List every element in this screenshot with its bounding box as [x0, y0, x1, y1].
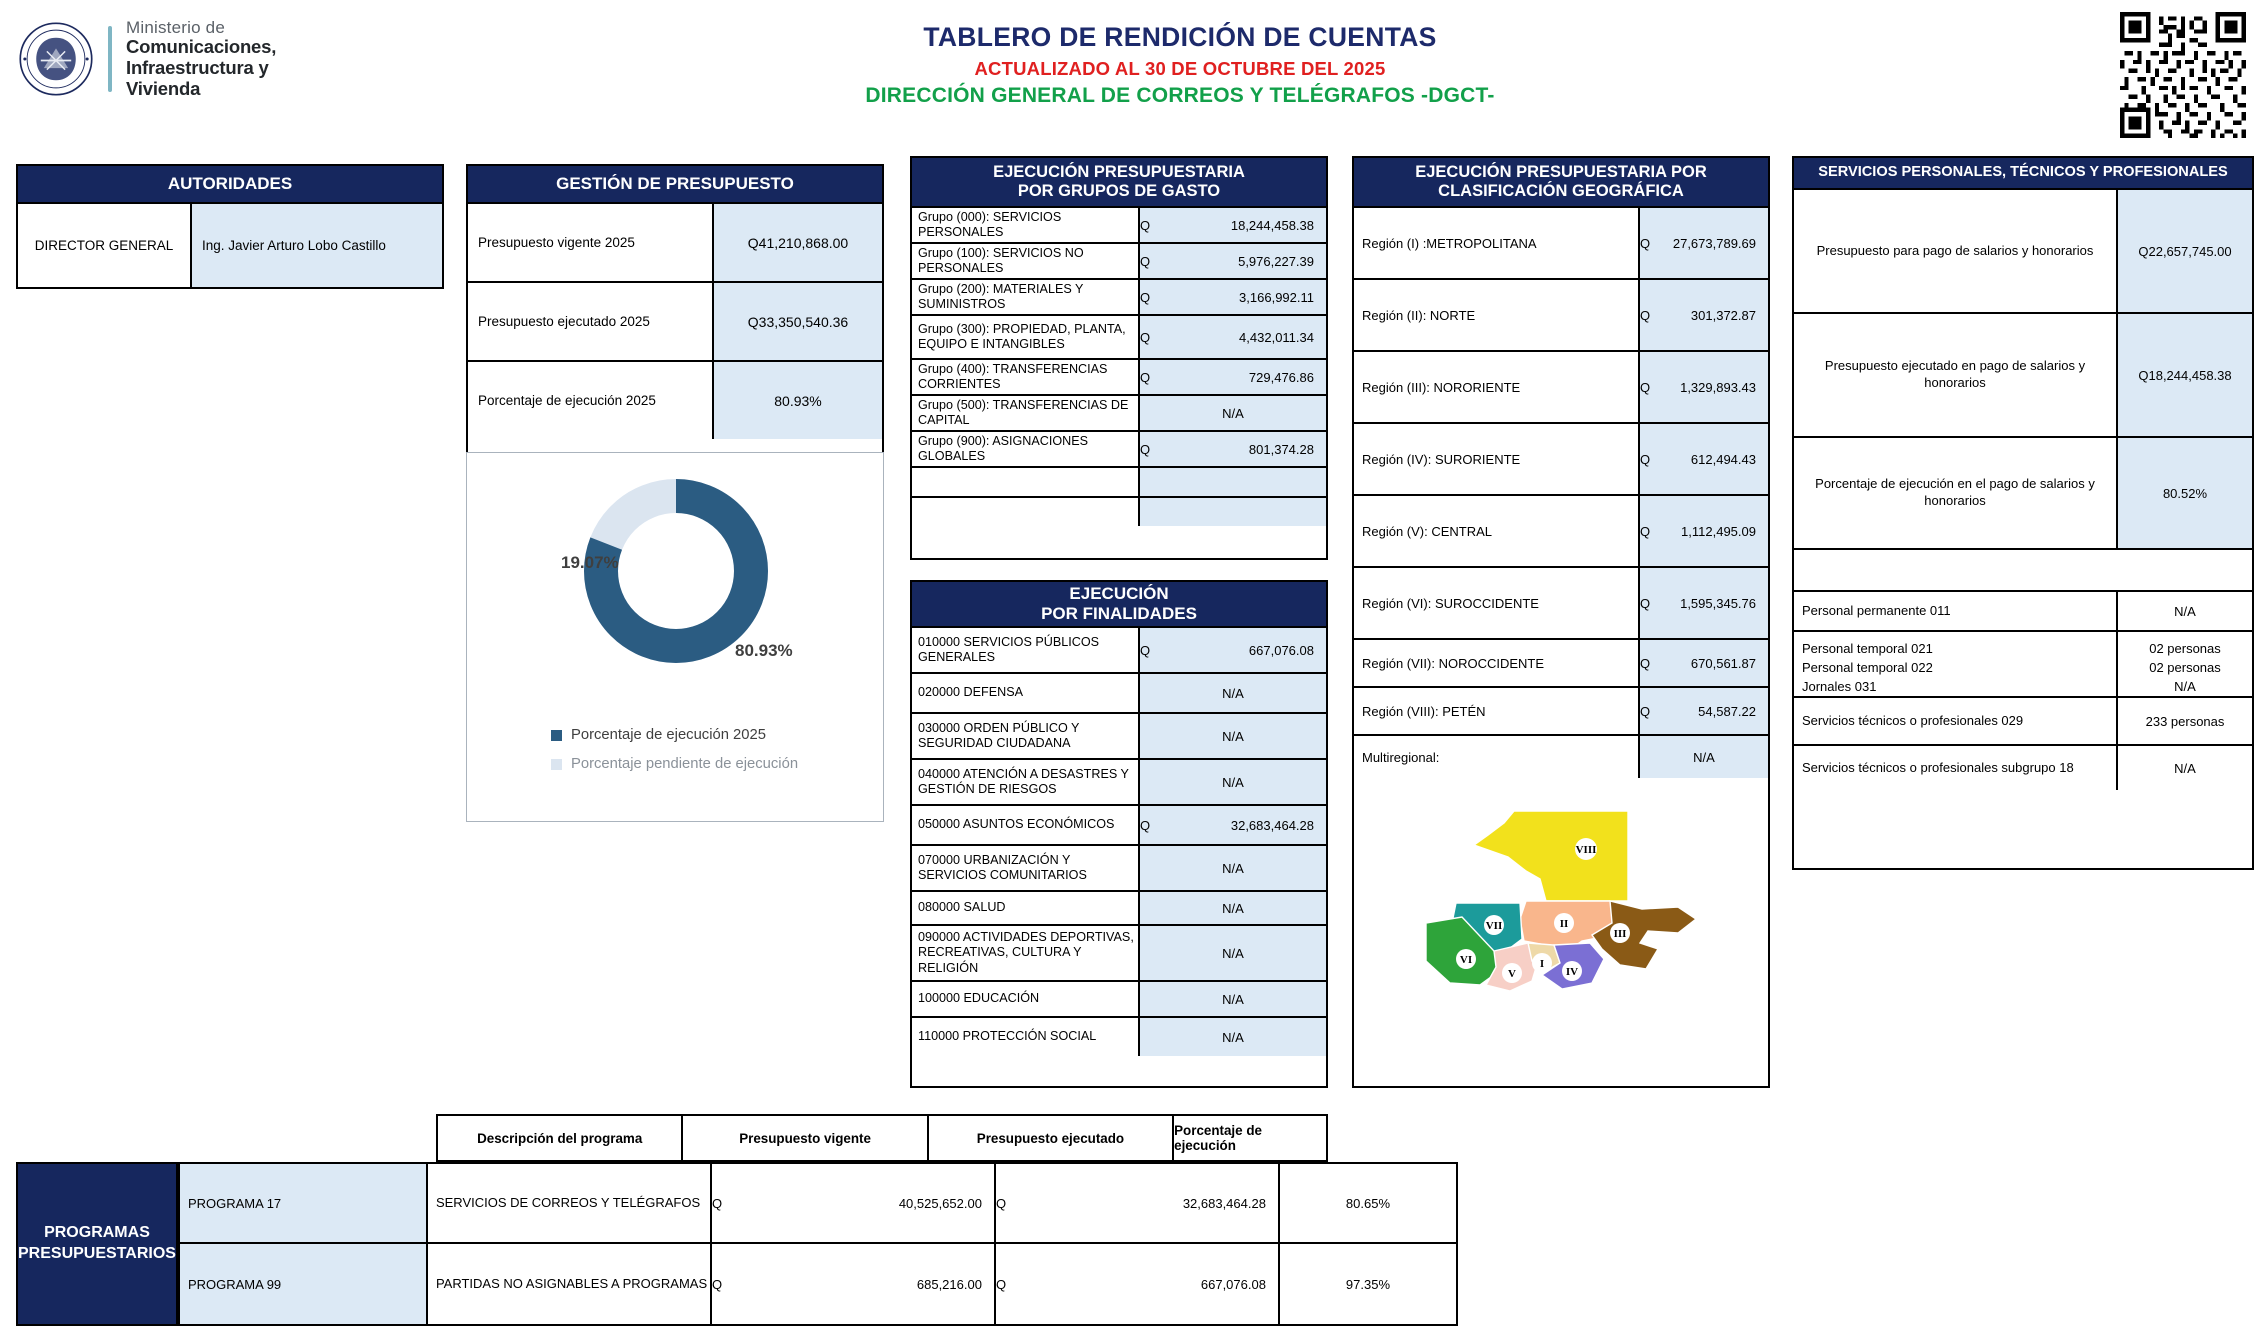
region-label-7: Región (VIII): PETÉN: [1354, 688, 1640, 734]
presupuesto-vigente-label: Presupuesto vigente 2025: [468, 204, 714, 281]
presupuesto-ejecutado-value: Q33,350,540.36: [714, 283, 882, 360]
porcentaje-ejecucion-label: Porcentaje de ejecución 2025: [468, 362, 714, 439]
finalidad-label-5: 070000 URBANIZACIÓN Y SERVICIOS COMUNITARIOS: [912, 846, 1140, 890]
table-row: [1354, 206, 1768, 278]
legend-item-pendiente: [551, 750, 883, 779]
grupos-gasto-rows: [912, 206, 1326, 526]
servicio-value-1: Q18,244,458.38: [2118, 314, 2252, 436]
table-row: [1354, 350, 1768, 422]
department-title: DIRECCIÓN GENERAL DE CORREOS Y TELÉGRAFOS -DGCT-: [865, 84, 1495, 107]
geografica-header-line2: CLASIFICACIÓN GEOGRÁFICA: [1438, 182, 1684, 200]
col-header-ejecutado: Presupuesto ejecutado: [927, 1114, 1172, 1162]
guatemala-map-svg: [1396, 783, 1726, 1009]
table-row: [1794, 436, 2252, 548]
region-value-4: [1640, 496, 1768, 566]
page-title: TABLERO DE RENDICIÓN DE CUENTAS: [923, 22, 1437, 52]
finalidad-label-7: 090000 ACTIVIDADES DEPORTIVAS, RECREATIVAS, CULTURA Y RELIGIÓN: [912, 926, 1140, 980]
table-row: [912, 242, 1326, 278]
logo-divider: [108, 26, 112, 92]
update-date-subtitle: ACTUALIZADO AL 30 DE OCTUBRE DEL 2025: [974, 58, 1386, 79]
finalidad-value-9: N/A: [1140, 1018, 1326, 1056]
porcentaje-ejecucion-value: 80.93%: [714, 362, 882, 439]
table-row: [1354, 686, 1768, 734]
currency-symbol: Q: [1640, 307, 1651, 323]
ministry-logo: [18, 18, 288, 100]
currency-symbol: Q: [1140, 253, 1151, 269]
region-label-5: Región (VI): SUROCCIDENTE: [1354, 568, 1640, 638]
amount: 32,683,464.28: [1230, 817, 1314, 833]
currency-symbol: Q: [1140, 369, 1151, 385]
programa-name-0: PROGRAMA 17: [178, 1162, 426, 1244]
table-row: [912, 278, 1326, 314]
grupo-value-3: [1140, 316, 1326, 358]
grupo-value-5: N/A: [1140, 396, 1326, 430]
table-row: [912, 672, 1326, 712]
programas-rows: [178, 1162, 1458, 1326]
grupo-label-2: Grupo (200): MATERIALES Y SUMINISTROS: [912, 280, 1140, 314]
amount: 5,976,227.39: [1238, 253, 1314, 269]
legend-label-pendiente: Porcentaje pendiente de ejecución: [571, 755, 799, 772]
amount: 54,587.22: [1698, 703, 1756, 719]
table-row: [1794, 696, 2252, 744]
ministry-line-1: Ministerio de: [126, 18, 225, 38]
amount: 667,076.08: [1248, 642, 1314, 658]
table-row: [912, 890, 1326, 924]
servicio-label-3: [1794, 550, 2118, 590]
programa-ejecutado-1: [994, 1244, 1278, 1326]
donut-legend: [467, 721, 883, 779]
geografica-rows: [1354, 206, 1768, 778]
amount: 3,166,992.11: [1239, 289, 1314, 305]
map-label-viii: VIII: [1575, 844, 1597, 856]
gestion-header: GESTIÓN DE PRESUPUESTO: [468, 166, 882, 202]
region-value-3: [1640, 424, 1768, 494]
servicio-label-1: Presupuesto ejecutado en pago de salarios y honorarios: [1794, 314, 2118, 436]
gestion-presupuesto-panel: [466, 164, 884, 464]
map-label-vii: VII: [1485, 920, 1503, 932]
table-row: [912, 430, 1326, 466]
finalidades-panel: [910, 580, 1328, 1088]
amount: 801,374.28: [1248, 441, 1314, 457]
amount: 1,112,495.09: [1681, 523, 1756, 539]
amount: 27,673,789.69: [1672, 235, 1756, 251]
legend-swatch-ejecutado: [551, 730, 562, 741]
autoridades-panel: [16, 164, 444, 289]
region-label-4: Región (V): CENTRAL: [1354, 496, 1640, 566]
ministry-line-2c: Vivienda: [126, 77, 201, 99]
programa-descripcion-1: PARTIDAS NO ASIGNABLES A PROGRAMAS: [426, 1244, 710, 1326]
grupo-label-6: Grupo (900): ASIGNACIONES GLOBALES: [912, 432, 1140, 466]
servicios-personales-panel: [1792, 156, 2254, 870]
table-row: [1354, 494, 1768, 566]
table-row: [912, 1016, 1326, 1056]
region-label-0: Región (I) :METROPOLITANA: [1354, 208, 1640, 278]
region-label-1: Región (II): NORTE: [1354, 280, 1640, 350]
personal-value-2: 233 personas: [2118, 698, 2252, 744]
region-value-6: [1640, 640, 1768, 686]
grupo-label-8: [912, 498, 1140, 526]
grupos-header-line1: EJECUCIÓN PRESUPUESTARIA: [993, 162, 1245, 181]
programas-presupuestarios-panel: [16, 1114, 1390, 1326]
servicio-value-2: 80.52%: [2118, 438, 2252, 548]
finalidad-value-6: N/A: [1140, 892, 1326, 924]
finalidad-value-4: [1140, 806, 1326, 844]
table-row: [1354, 734, 1768, 778]
currency-symbol: Q: [995, 1195, 1007, 1211]
table-row: [1794, 188, 2252, 312]
map-label-v: V: [1508, 968, 1516, 980]
region-value-1: [1640, 280, 1768, 350]
government-seal-icon: [18, 21, 94, 97]
grupo-label-7: [912, 468, 1140, 496]
grupo-value-8: [1140, 498, 1326, 526]
table-row: [468, 360, 882, 439]
amount: 612,494.43: [1690, 451, 1756, 467]
ministry-name: [126, 18, 276, 99]
personal-label-3: Servicios técnicos o profesionales subgrupo 18: [1794, 746, 2118, 790]
finalidad-value-7: N/A: [1140, 926, 1326, 980]
finalidad-label-8: 100000 EDUCACIÓN: [912, 982, 1140, 1016]
table-row: [912, 924, 1326, 980]
map-label-ii: II: [1559, 918, 1569, 930]
currency-symbol: Q: [1640, 523, 1651, 539]
table-row: [912, 466, 1326, 496]
autoridades-row: [18, 202, 442, 287]
table-row: [1794, 312, 2252, 436]
qr-code-svg: [2120, 12, 2246, 138]
grupo-value-2: [1140, 280, 1326, 314]
amount: 301,372.87: [1690, 307, 1756, 323]
donut-chart-area: [467, 453, 885, 721]
personal-label-0: Personal permanente 011: [1794, 592, 2118, 630]
donut-label-ejecutado: 80.93%: [735, 641, 793, 660]
personal-label-1: Personal temporal 021 Personal temporal 022 Jornales 031: [1794, 632, 2118, 696]
table-row: [912, 394, 1326, 430]
programa-ejecutado-0: [994, 1162, 1278, 1244]
finalidad-value-2: N/A: [1140, 714, 1326, 758]
region-value-7: [1640, 688, 1768, 734]
region-viii-peten: [1474, 811, 1628, 901]
table-row: [1794, 548, 2252, 590]
map-label-iv: IV: [1565, 966, 1579, 978]
grupo-label-5: Grupo (500): TRANSFERENCIAS DE CAPITAL: [912, 396, 1140, 430]
amount: 729,476.86: [1248, 369, 1314, 385]
grupo-label-3: Grupo (300): PROPIEDAD, PLANTA, EQUIPO E INTANGIBLES: [912, 316, 1140, 358]
finalidad-value-8: N/A: [1140, 982, 1326, 1016]
table-row: [912, 844, 1326, 890]
programa-vigente-0: [710, 1162, 994, 1244]
table-row: [912, 712, 1326, 758]
currency-symbol: Q: [1140, 817, 1151, 833]
finalidades-header: [912, 582, 1326, 626]
grupo-value-0: [1140, 208, 1326, 242]
table-row: [1794, 630, 2252, 696]
currency-symbol: Q: [995, 1276, 1007, 1292]
servicios-rows: [1794, 188, 2252, 790]
currency-symbol: Q: [1640, 595, 1651, 611]
currency-symbol: Q: [1640, 655, 1651, 671]
programas-table-header: [436, 1114, 1328, 1162]
finalidad-label-2: 030000 ORDEN PÚBLICO Y SEGURIDAD CIUDADANA: [912, 714, 1140, 758]
ministry-line-2b: Infraestructura y: [126, 57, 269, 79]
programa-descripcion-0: SERVICIOS DE CORREOS Y TELÉGRAFOS: [426, 1162, 710, 1244]
personal-value-3: N/A: [2118, 746, 2252, 790]
currency-symbol: Q: [1640, 451, 1651, 467]
region-label-6: Región (VII): NOROCCIDENTE: [1354, 640, 1640, 686]
amount: 18,244,458.38: [1230, 217, 1314, 233]
currency-symbol: Q: [711, 1276, 723, 1292]
legend-item-ejecutado: [551, 721, 883, 750]
grupo-label-0: Grupo (000): SERVICIOS PERSONALES: [912, 208, 1140, 242]
grupo-label-4: Grupo (400): TRANSFERENCIAS CORRIENTES: [912, 360, 1140, 394]
geografica-header: [1354, 158, 1768, 206]
currency-symbol: Q: [1140, 642, 1151, 658]
side-title-line2: PRESUPUESTARIOS: [18, 1245, 176, 1262]
table-row: [178, 1244, 1458, 1326]
personal-value-0: N/A: [2118, 592, 2252, 630]
col-header-descripcion: Descripción del programa: [436, 1114, 681, 1162]
currency-symbol: Q: [1640, 235, 1651, 251]
programas-table-body: [16, 1162, 1390, 1326]
grupos-gasto-header: [912, 158, 1326, 206]
table-row: [912, 206, 1326, 242]
amount: 670,561.87: [1690, 655, 1756, 671]
grupo-value-4: [1140, 360, 1326, 394]
finalidad-value-1: N/A: [1140, 674, 1326, 712]
autoridades-header: AUTORIDADES: [18, 166, 442, 202]
region-label-8: Multiregional:: [1354, 736, 1640, 778]
servicio-label-2: Porcentaje de ejecución en el pago de salarios y honorarios: [1794, 438, 2118, 548]
legend-swatch-pendiente: [551, 759, 562, 770]
table-row: [912, 980, 1326, 1016]
map-label-i: I: [1539, 958, 1545, 970]
table-row: [912, 358, 1326, 394]
finalidades-rows: [912, 626, 1326, 1056]
side-title-line1: PROGRAMAS: [44, 1224, 150, 1242]
currency-symbol: Q: [1640, 703, 1651, 719]
finalidad-label-4: 050000 ASUNTOS ECONÓMICOS: [912, 806, 1140, 844]
table-row: [1794, 744, 2252, 790]
currency-symbol: Q: [1640, 379, 1651, 395]
table-row: [1354, 638, 1768, 686]
finalidad-value-0: [1140, 628, 1326, 672]
grupos-gasto-panel: [910, 156, 1328, 560]
servicio-value-3: [2118, 550, 2252, 590]
table-row: [178, 1162, 1458, 1244]
programa-porcentaje-1: 97.35%: [1278, 1244, 1458, 1326]
director-name-value: Ing. Javier Arturo Lobo Castillo: [192, 204, 442, 287]
amount: 1,329,893.43: [1680, 379, 1756, 395]
director-role-label: DIRECTOR GENERAL: [18, 204, 192, 287]
table-row: [912, 496, 1326, 526]
grupo-label-1: Grupo (100): SERVICIOS NO PERSONALES: [912, 244, 1140, 278]
grupo-value-7: [1140, 468, 1326, 496]
finalidad-label-9: 110000 PROTECCIÓN SOCIAL: [912, 1018, 1140, 1056]
finalidad-label-1: 020000 DEFENSA: [912, 674, 1140, 712]
qr-code-icon[interactable]: [2120, 12, 2246, 138]
programa-porcentaje-0: 80.65%: [1278, 1162, 1458, 1244]
finalidad-label-0: 010000 SERVICIOS PÚBLICOS GENERALES: [912, 628, 1140, 672]
currency-symbol: Q: [1140, 217, 1151, 233]
currency-symbol: Q: [711, 1195, 723, 1211]
table-row: [912, 758, 1326, 804]
amount: 667,076.08: [1200, 1276, 1266, 1292]
finalidad-label-3: 040000 ATENCIÓN A DESASTRES Y GESTIÓN DE RIESGOS: [912, 760, 1140, 804]
table-row: [1354, 566, 1768, 638]
finalidades-header-line2: POR FINALIDADES: [1041, 604, 1197, 623]
table-row: [912, 626, 1326, 672]
amount: 1,595,345.76: [1680, 595, 1756, 611]
ministry-line-2a: Comunicaciones,: [126, 36, 277, 58]
finalidad-value-3: N/A: [1140, 760, 1326, 804]
geografica-header-line1: EJECUCIÓN PRESUPUESTARIA POR: [1415, 162, 1707, 181]
col-header-vigente: Presupuesto vigente: [681, 1114, 926, 1162]
servicio-label-0: Presupuesto para pago de salarios y honorarios: [1794, 190, 2118, 312]
map-label-vi: VI: [1459, 954, 1473, 966]
region-value-0: [1640, 208, 1768, 278]
amount: 32,683,464.28: [1182, 1195, 1266, 1211]
amount: 40,525,652.00: [898, 1195, 982, 1211]
currency-symbol: Q: [1140, 289, 1151, 305]
grupo-value-6: [1140, 432, 1326, 466]
grupos-header-line2: POR GRUPOS DE GASTO: [1017, 182, 1221, 200]
guatemala-regions-map: [1354, 778, 1768, 1014]
finalidad-value-5: N/A: [1140, 846, 1326, 890]
programa-vigente-1: [710, 1244, 994, 1326]
finalidad-label-6: 080000 SALUD: [912, 892, 1140, 924]
title-block: [560, 22, 1800, 108]
servicios-header: SERVICIOS PERSONALES, TÉCNICOS Y PROFESIONALES: [1794, 158, 2252, 188]
table-row: [468, 281, 882, 360]
region-label-3: Región (IV): SURORIENTE: [1354, 424, 1640, 494]
ejecucion-donut-chart: [466, 452, 884, 822]
amount: 685,216.00: [916, 1276, 982, 1292]
map-label-iii: III: [1613, 928, 1627, 940]
table-row: [1794, 590, 2252, 630]
table-row: [912, 804, 1326, 844]
currency-symbol: Q: [1140, 441, 1151, 457]
table-row: [912, 314, 1326, 358]
table-row: [468, 202, 882, 281]
region-label-2: Región (III): NORORIENTE: [1354, 352, 1640, 422]
personal-label-2: Servicios técnicos o profesionales 029: [1794, 698, 2118, 744]
region-value-5: [1640, 568, 1768, 638]
currency-symbol: Q: [1140, 329, 1151, 345]
legend-label-ejecutado: Porcentaje de ejecución 2025: [571, 727, 766, 743]
col-header-porcentaje: Porcentaje de ejecución: [1172, 1114, 1328, 1162]
table-row: [1354, 422, 1768, 494]
grupo-value-1: [1140, 244, 1326, 278]
finalidades-header-line1: EJECUCIÓN: [1069, 583, 1169, 603]
region-value-2: [1640, 352, 1768, 422]
presupuesto-ejecutado-label: Presupuesto ejecutado 2025: [468, 283, 714, 360]
programas-side-title: [16, 1162, 178, 1326]
table-row: [1354, 278, 1768, 350]
presupuesto-vigente-value: Q41,210,868.00: [714, 204, 882, 281]
clasificacion-geografica-panel: [1352, 156, 1770, 1088]
region-value-8: N/A: [1640, 736, 1768, 778]
donut-label-pendiente: 19.07%: [561, 553, 619, 572]
servicio-value-0: Q22,657,745.00: [2118, 190, 2252, 312]
amount: 4,432,011.34: [1239, 329, 1314, 345]
personal-value-1: 02 personas 02 personas N/A: [2118, 632, 2252, 696]
programa-name-1: PROGRAMA 99: [178, 1244, 426, 1326]
